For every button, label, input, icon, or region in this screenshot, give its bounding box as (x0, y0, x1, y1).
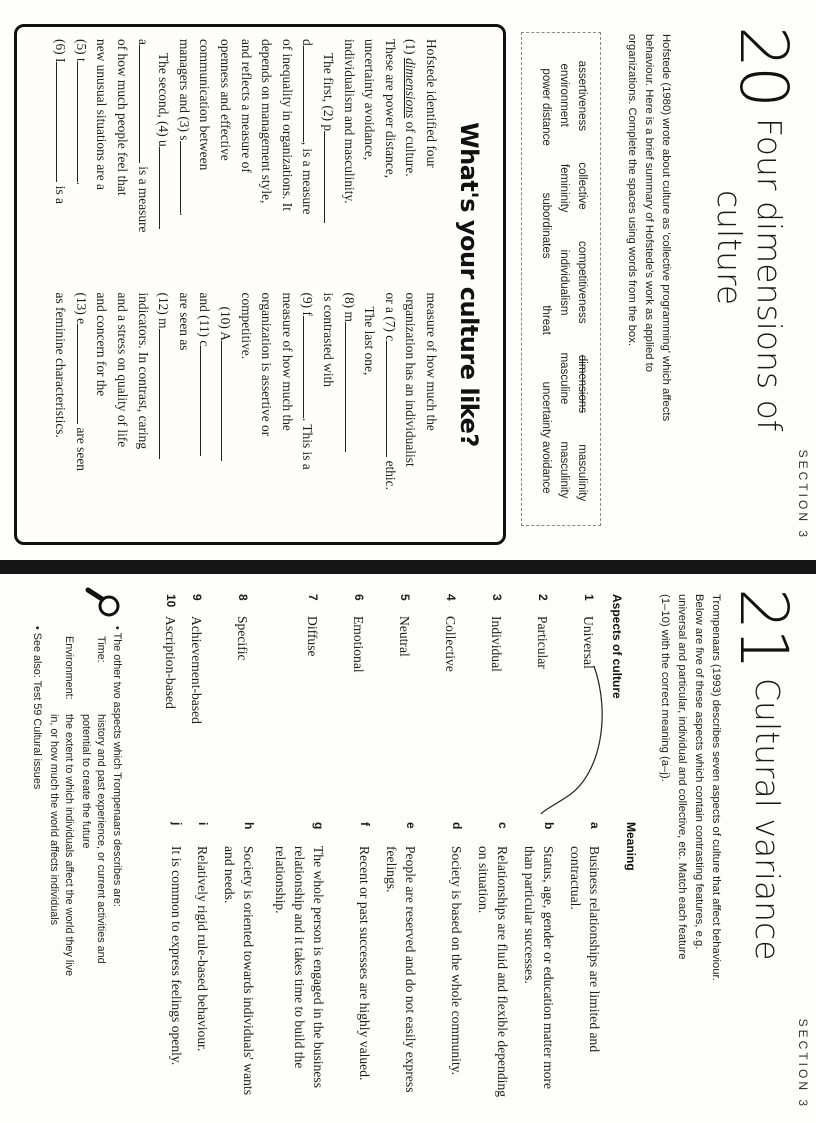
aspect-row: 3 Individual (489, 594, 504, 672)
text-line: indicators. In contrast, caring (135, 292, 151, 450)
notes-label: Time: (95, 636, 107, 663)
unit-title-line1: Four dimensions of (750, 118, 789, 432)
text-line: a is a measure (135, 39, 151, 233)
text-line: depends on management style, (259, 39, 275, 204)
text-line: (1) dimensions of culture. (403, 39, 419, 177)
answer-blank[interactable] (345, 322, 359, 452)
text-line: and (11) c (194, 293, 215, 533)
text-line: of how much people feel that (115, 39, 131, 196)
text-card (14, 24, 506, 545)
answer-blank[interactable] (56, 62, 70, 182)
card-column-2 (50, 293, 441, 533)
aspect-row: 5 Neutral (397, 594, 412, 657)
notes-line: • The other two aspects which Trompenaars describes are: (111, 626, 123, 907)
text-line: and concern for the (94, 292, 110, 397)
book-spine (0, 560, 816, 574)
meaning-row: e People are reserved and do not easily express feelings. (384, 822, 418, 1093)
section-label: SECTION 3 (796, 449, 810, 540)
see-also: • See also: Test 59 Cultural issues (31, 626, 43, 790)
text-line: The last one, (362, 306, 378, 376)
answer-blank[interactable] (221, 341, 235, 461)
intro-line: universal and particular, individual and collective, etc. Match each feature (676, 594, 688, 960)
magnifier-icon (82, 586, 122, 620)
text-line: new unusual situations are a (94, 39, 110, 190)
answer-blank[interactable] (200, 346, 214, 456)
intro-line: organizations. Complete the spaces using words from the box. (626, 34, 638, 347)
word: masculine (558, 352, 570, 405)
aspect-row: 10 Ascription-based (163, 594, 178, 709)
aspect-row: 6 Emotional (351, 594, 366, 673)
word: assertiveness (576, 60, 588, 131)
answer-blank[interactable] (139, 45, 153, 163)
text-line: measure of how much the (424, 292, 439, 431)
text-line: d, is a measure (300, 39, 316, 215)
text-line: (9) f. This is a (300, 292, 316, 470)
answer-blank[interactable] (303, 46, 317, 142)
answer-blank[interactable] (77, 324, 91, 424)
text-line: communication between (197, 39, 213, 171)
page-unit-21 (0, 574, 816, 1123)
meaning-row: b Status, age, gender or education matter more than particular successes. (522, 822, 556, 1090)
unit-number: 20 (725, 26, 802, 106)
word: subordinates (540, 192, 552, 259)
text-line: (12) m (153, 293, 174, 533)
word: competitiveness (576, 241, 588, 324)
meaning-row: h Society is oriented towards individuals' wants and needs. (222, 822, 256, 1095)
aspect-row: 8 Specific (235, 594, 250, 661)
meaning-row: i Relatively rigid rule-based behaviour. (195, 822, 210, 1052)
aspect-row: 4 Collective (443, 594, 458, 672)
text-line: The second, (4) u (153, 39, 174, 279)
text-line: measure of how much the (279, 292, 295, 431)
meaning-row: d Society is based on the whole community. (449, 822, 464, 1076)
text-line: or a (7) c ethic. (382, 292, 398, 490)
intro-line: Hofstede (1980) wrote about culture as 'collective programming' which affects (660, 34, 672, 422)
text-line: (10) A (214, 293, 235, 533)
answer-blank[interactable] (77, 62, 91, 182)
word-used: dimensions (576, 354, 588, 414)
unit-title-line2: culture (710, 190, 749, 306)
answer-blank[interactable] (180, 141, 194, 213)
meaning-row: c Relationships are fluid and flexible depending on situation. (476, 822, 510, 1098)
text-line: are seen as (176, 292, 192, 351)
intro-line: Below are five of these aspects which contain contrasting features, e.g. (693, 594, 705, 950)
text-line: of inequality in organizations. It (279, 39, 295, 211)
text-line: and a stress on quality of life (115, 292, 131, 448)
text-line: uncertainty avoidance, (362, 39, 378, 161)
aspect-row: 2 Particular (535, 594, 550, 669)
page-unit-20 (0, 0, 816, 560)
word: individualism (558, 249, 570, 316)
word: collective (576, 162, 588, 210)
notes-text: potential to create the future (80, 714, 92, 849)
notes-text: history and past experience, or current activities and (95, 714, 107, 964)
answer-example: dimensions (403, 57, 419, 119)
text-line: as feminine characteristics. (53, 292, 69, 438)
word: femininity (558, 163, 570, 213)
text-line: managers and (3) s. (176, 39, 192, 216)
intro-text (623, 34, 674, 421)
answer-blank[interactable] (303, 316, 317, 418)
meaning-row: f Recent or past successes are highly valued. (357, 822, 372, 1081)
notes-text: in, or how much the world affects individuals (48, 714, 60, 926)
word: environment (558, 63, 570, 127)
text-line: Hofstede identified four (424, 39, 439, 168)
meaning-row: g The whole person is engaged in the business relationship and it takes time to build the relationship. (273, 822, 326, 1088)
word: masculinity (558, 441, 570, 499)
text-line: (6) I is a (53, 39, 69, 205)
card-column-1 (50, 39, 441, 279)
card-headline: What's your culture like? (455, 122, 483, 447)
text-line: is contrasted with (321, 292, 337, 387)
text-line: The first, (2) p (317, 39, 338, 279)
text-line: openness and effective (218, 39, 234, 161)
word: uncertainty avoidance (540, 381, 552, 494)
text-line: (8) m (338, 293, 359, 533)
meaning-row: j It is common to express feelings openly. (169, 822, 184, 1066)
answer-blank[interactable] (324, 131, 338, 223)
aspect-row: 9 Achievement-based (189, 594, 204, 724)
text-line: (13) e are seen (73, 292, 89, 471)
unit-number: 21 (725, 588, 802, 668)
word: masculinity (576, 444, 588, 502)
text-line: These are power distance, (382, 39, 398, 179)
intro-line: Trompenaars (1993) describes seven aspects of culture that affect behaviour. (710, 594, 722, 981)
answer-blank[interactable] (386, 341, 400, 457)
notes-label: Environment: (63, 636, 75, 700)
word: power distance (540, 68, 552, 146)
text-line: and reflects a measure of (238, 39, 254, 173)
unit-title: Cultural variance (748, 678, 787, 961)
word: threat (540, 305, 552, 335)
answer-blank[interactable] (159, 147, 173, 229)
intro-line: (1–10) with the correct meaning (a–j). (659, 594, 671, 782)
section-label: SECTION 3 (796, 1018, 810, 1109)
aspect-row: 7 Diffuse (305, 594, 320, 657)
text-line: organization is assertive or (259, 292, 275, 437)
meaning-row: a Business relationships are limited and contractual. (568, 822, 602, 1053)
aspects-heading: Aspects of culture (610, 594, 624, 699)
text-line: organization has an individualist (403, 292, 419, 467)
answer-blank[interactable] (159, 329, 173, 459)
notes-text: the extent to which individuals affect the world they live (63, 714, 75, 977)
text-line: individualism and masculinity. (341, 39, 357, 204)
intro-line: behaviour. Here is a brief summary of Hofstede's work as applied to (643, 34, 655, 373)
text-line: (5) t. (73, 39, 89, 186)
aspect-row: 1 Universal (581, 594, 596, 669)
text-line: competitive. (238, 292, 254, 360)
meaning-heading: Meaning (624, 822, 638, 871)
word-box (521, 32, 601, 526)
